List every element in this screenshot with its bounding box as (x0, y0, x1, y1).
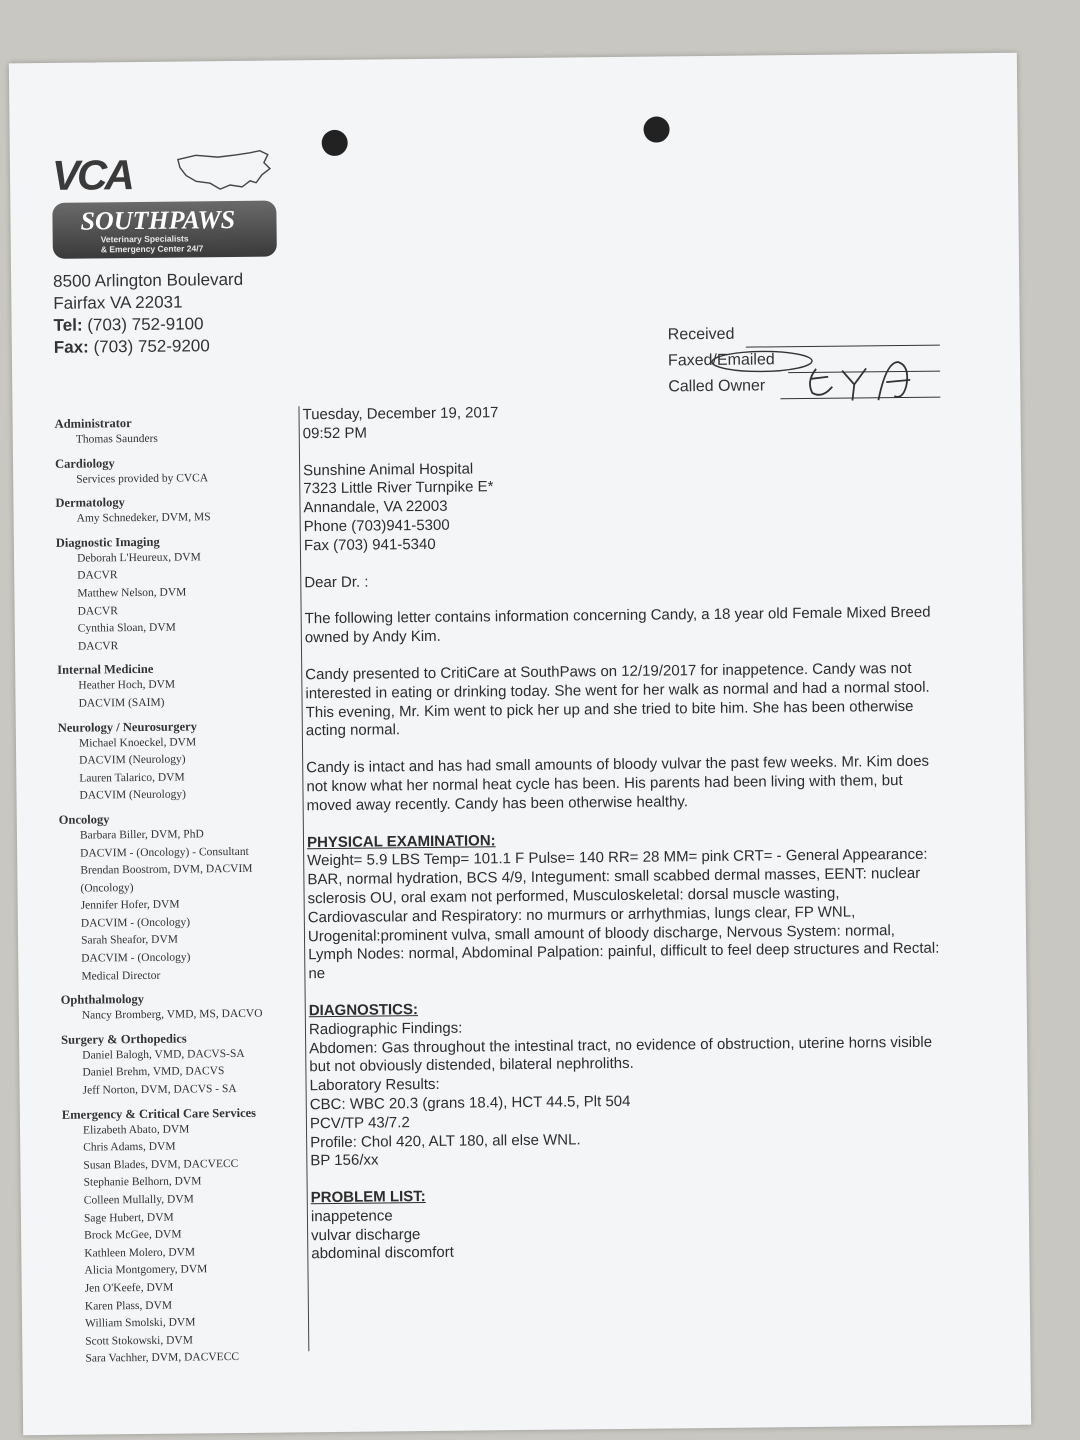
problem-list-heading: PROBLEM LIST: (310, 1188, 426, 1207)
department-staff: Daniel Balogh, VMD, DACVS-SA Daniel Brehm, VMD, DACVS Jeff Norton, DVM, DACVS - SA (82, 1047, 245, 1097)
fax-line (54, 335, 244, 359)
department-staff: Heather Hoch, DVM DACVIM (SAIM) (78, 678, 176, 710)
punch-hole (322, 130, 348, 156)
department-heading: Cardiology (54, 455, 115, 471)
problem-item: abdominal discomfort (311, 1244, 454, 1263)
department-heading: Ophthalmology (60, 992, 145, 1008)
address-city: Fairfax VA 22031 (53, 292, 183, 313)
tel-label: Tel: (53, 315, 83, 335)
salutation: Dear Dr. : (304, 573, 369, 591)
diagnostic-line: CBC: WBC 20.3 (grans 18.4), HCT 44.5, Plt 504 (309, 1092, 631, 1114)
tel-number: (703) 752-9100 (87, 314, 204, 335)
diagnostic-line: PCV/TP 43/7.2 (309, 1113, 410, 1132)
southpaws-tagline (101, 233, 204, 254)
physical-exam-text: Weight= 5.9 LBS Temp= 101.1 F Pulse= 140 RR= 28 MM= pink CRT= - General Appearance: BAR, normal hydration, BCS 4/9, Integument: small scabbed dermal masses, EENT: nuclear sclerosis OU, oral exam not performed, Musculoskeletal: dorsal muscle wasting, Cardiovascular and Respiratory: no murmurs or arrhythmias, lungs clear, FP WNL, Urogenital:prominent vulva, small amount of bloody discharge, Nervous System: normal, Lymph Nodes: normal, Abdominal Palpation: painful, difficult to feel deep structures and Rectal: ne (307, 846, 940, 983)
physical-exam-heading: PHYSICAL EXAMINATION: (306, 831, 496, 851)
office-use-box (668, 324, 941, 405)
diagnostic-line: Radiographic Findings: (308, 1019, 463, 1038)
department-staff: Michael Knoeckel, DVM DACVIM (Neurology) Lauren Talarico, DVM DACVIM (Neurology) (78, 735, 197, 802)
vca-logo (52, 152, 292, 197)
diagnostic-line: BP 156/xx (310, 1151, 379, 1170)
recipient-line: 7323 Little River Turnpike E* (303, 478, 494, 498)
department-staff: Amy Schnedeker, DVM, MS (76, 511, 211, 525)
staff-directory (55, 414, 305, 1368)
called-label: Called Owner (668, 377, 766, 396)
department-staff: Services provided by CVCA (76, 471, 209, 486)
recipient-block (303, 455, 936, 556)
department-heading: Diagnostic Imaging (55, 534, 160, 550)
us-map-icon (176, 149, 276, 194)
phone-line (53, 313, 243, 337)
southpaws-name: SOUTHPAWS (80, 204, 236, 236)
address-street: 8500 Arlington Boulevard (53, 269, 244, 291)
recipient-line: Sunshine Animal Hospital (303, 460, 474, 479)
department-heading: Emergency & Critical Care Services (61, 1105, 257, 1122)
department-heading: Internal Medicine (57, 662, 154, 678)
letter-time: 09:52 PM (302, 424, 368, 443)
tagline-line-1: Veterinary Specialists (100, 233, 189, 245)
recipient-line: Phone (703)941-5300 (303, 516, 450, 536)
department-staff: Deborah L'Heureux, DVM DACVR Matthew Nelson, DVM DACVR Cynthia Sloan, DVM DACVR (76, 551, 201, 653)
problem-item: inappetence (310, 1207, 393, 1226)
clinic-address (53, 269, 244, 359)
diagnostics-list (309, 1014, 943, 1171)
history-paragraph: Candy presented to CritiCare at SouthPaws on 12/19/2017 for inappetence. Candy was not interested in eating or drinking today. She went for her walk as normal and had a normal stool. This evening, Mr. Kim went to pick her up and she tried to bite him. She has been otherwise acting normal. (305, 659, 930, 740)
fax-label: Fax: (53, 337, 89, 357)
vca-southpaws-logo (52, 152, 293, 259)
diagnostic-line: Profile: Chol 420, ALT 180, all else WNL. (310, 1130, 581, 1151)
department-staff: Nancy Bromberg, VMD, MS, DACVO (81, 1007, 263, 1022)
recipient-line: Annandale, VA 22003 (303, 497, 448, 517)
department-staff: Barbara Biller, DVM, PhD DACVIM - (Oncology) - Consultant Brendan Boostrom, DVM, DACVIM (Oncology) Jennifer Hofer, DVM DACVIM - (Oncology) Sarah Sheafor, DVM DACVIM - (Oncology) Medical Director (79, 828, 253, 983)
department-heading: Oncology (58, 812, 110, 827)
diagnostics-heading: DIAGNOSTICS: (308, 1001, 419, 1020)
department-heading: Neurology / Neurosurgery (57, 718, 197, 735)
department-heading: Administrator (54, 416, 132, 431)
southpaws-badge (52, 201, 277, 259)
intro-paragraph: The following letter contains information concerning Candy, a 18 year old Female Mixed Breed owned by Andy Kim. (304, 604, 931, 647)
letter-body (302, 400, 943, 1265)
vca-wordmark: VCA (51, 151, 132, 199)
recipient-line: Fax (703) 941-5340 (303, 535, 436, 555)
fax-number: (703) 752-9200 (93, 336, 210, 357)
received-label: Received (667, 325, 735, 344)
department-staff: Thomas Saunders (75, 432, 158, 446)
letter-date: Tuesday, December 19, 2017 (302, 404, 499, 424)
problem-list (311, 1201, 944, 1264)
punch-hole (643, 116, 669, 142)
tagline-line-2: & Emergency Center 24/7 (100, 243, 204, 255)
letter-page (9, 53, 1031, 1435)
history-paragraph-2: Candy is intact and has had small amounts of bloody vulvar the past few weeks. Mr. Kim does not know what her normal heat cycle has been. His parents had been living with them, but moved away recently. Candy has been otherwise healthy. (306, 752, 930, 814)
faxed-circle-mark (706, 347, 816, 376)
department-heading: Dermatology (55, 495, 125, 511)
faxed-label: Faxed/Emailed (667, 351, 775, 370)
department-staff: Elizabeth Abato, DVM Chris Adams, DVM Susan Blades, DVM, DACVECC Stephanie Belhorn, DVM Colleen Mullally, DVM Sage Hubert, DVM Brock McGee, DVM Kathleen Molero, DVM Alicia Montgomery, DVM Jen O'Keefe, DVM Karen Plass, DVM William Smolski, DVM Scott Stokowski, DVM Sara Vachher, DVM, DACVECC (82, 1123, 240, 1365)
diagnostic-line: Abdomen: Gas throughout the intestinal tract, no evidence of obstruction, uterine horns visible but not obviously distended, bilateral nephroliths. (309, 1033, 933, 1076)
diagnostic-line: Laboratory Results: (309, 1075, 440, 1095)
department-heading: Surgery & Orthopedics (60, 1031, 187, 1047)
problem-item: vulvar discharge (311, 1225, 421, 1244)
